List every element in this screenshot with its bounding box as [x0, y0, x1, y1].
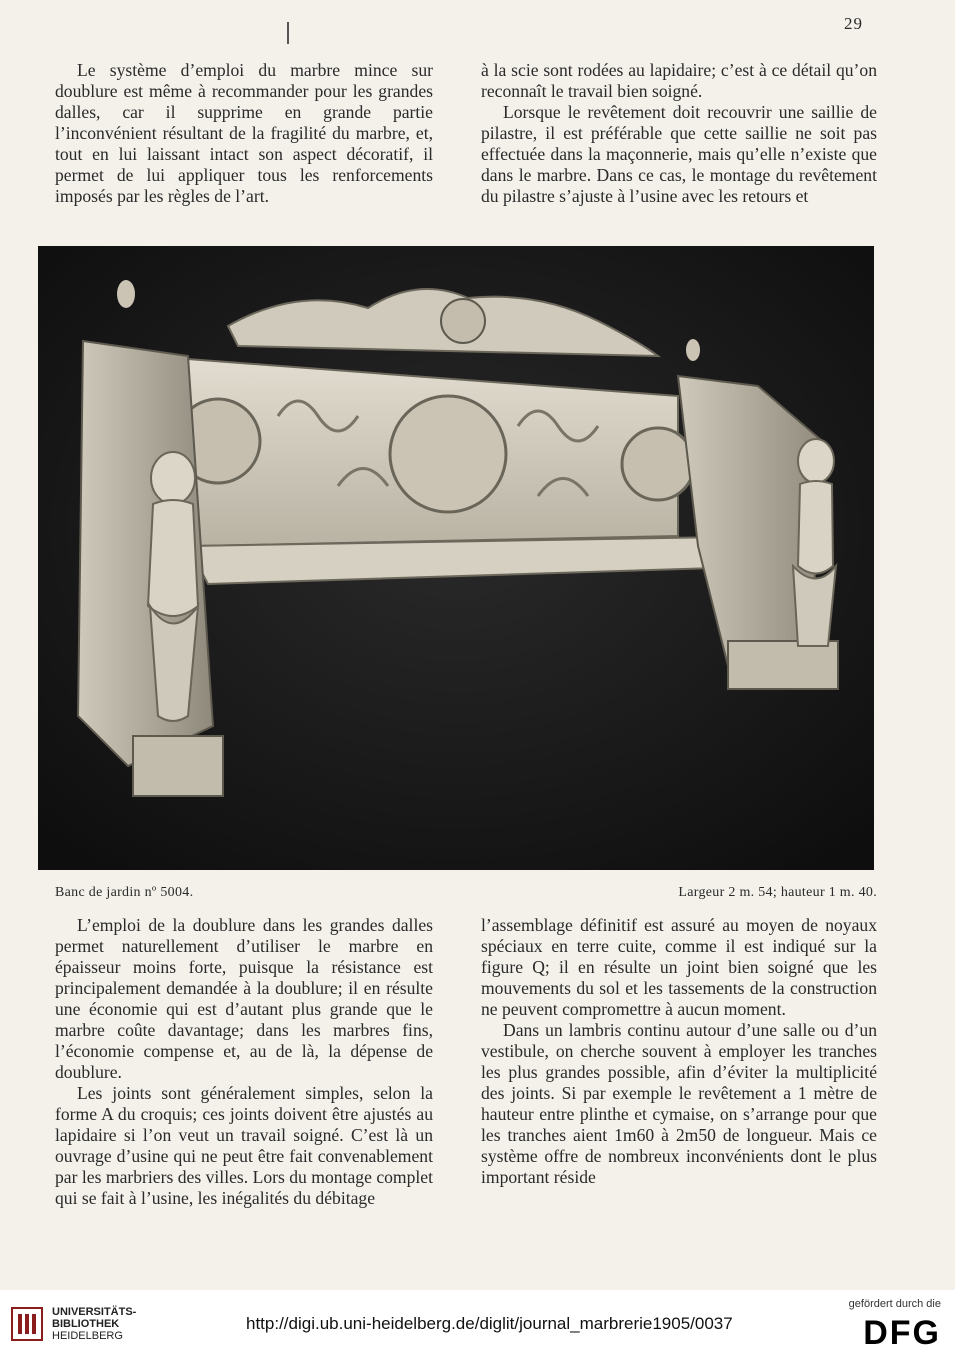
paragraph: Lorsque le revêtement doit recouvrir une saillie de pilastre, il est préférable que cette saillie ne soit pas effectuée dans la maçonnerie, mais qu’elle n’existe que dans le marbre. Dans ce cas, le montage du revêtement du pilastre s’ajuste à l’usine avec les retours et — [481, 102, 877, 206]
bottom-right-column — [481, 915, 877, 1188]
top-right-column — [481, 60, 877, 207]
library-line: BIBLIOTHEK — [52, 1318, 120, 1330]
paragraph: l’assemblage définitif est assuré au moyen de noyaux spéciaux en terre cuite, comme il est indiqué sur la figure Q; il en résulte un joint bien soigné que les mouvements du sol et les tassements de la construction ne peuvent compromettre à aucun moment. — [481, 915, 877, 1019]
figure-dimensions: Largeur 2 m. 54; hauteur 1 m. 40. — [678, 885, 877, 900]
bottom-left-column — [55, 915, 433, 1209]
paragraph: Le système d’emploi du marbre mince sur doublure est même à recommander pour les grandes dalles, car il supprime en grande partie l’inconvénient résultant de la fragilité du marbre, et, tout en lui laissant intact son aspect décoratif, il permet de lui appliquer tous les renforcements imposés par les règles de l’art. — [55, 60, 433, 206]
paragraph: Les joints sont généralement simples, selon la forme A du croquis; ces joints doivent être ajustés au lapidaire si l’on veut un travail soigné. C’est là un ouvrage d’usine qui ne peut être fait convenablement par les marbriers des villes. Lors du montage complet qui se fait à l’usine, les inégalités du débitage — [55, 1083, 433, 1208]
library-name — [52, 1306, 136, 1342]
top-left-column — [55, 60, 433, 207]
funded-by-text: gefördert durch die — [848, 1298, 941, 1310]
margin-mark — [287, 22, 289, 44]
figure-caption: Banc de jardin nº 5004. — [55, 885, 194, 900]
garden-bench-photo — [38, 246, 874, 870]
dfg-logo: DFG — [863, 1314, 941, 1352]
paragraph: à la scie sont rodées au lapidaire; c’est à ce détail qu’on reconnaît le travail bien soigné. — [481, 60, 877, 101]
library-logo-icon — [10, 1304, 44, 1344]
digitization-footer — [0, 1290, 955, 1362]
library-line: UNIVERSITÄTS- — [52, 1306, 137, 1318]
page-number: 29 — [844, 14, 863, 33]
paragraph: L’emploi de la doublure dans les grandes dalles permet naturellement d’utiliser le marbre en épaisseur moins forte, puisque la résistance est principalement demandée à la doublure; il en résulte une économie qui est d’autant plus grande que le marbre coûte davantage; dans les marbres fins, l’économie compense et, au de là, la dépense de doublure. — [55, 915, 433, 1082]
source-url-link[interactable]: http://digi.ub.uni-heidelberg.de/diglit/journal_marbrerie1905/0037 — [246, 1314, 733, 1333]
paragraph: Dans un lambris continu autour d’une salle ou d’un vestibule, on cherche souvent à employer les tranches les plus grandes possible, afin d’éviter la multiplicité des joints. Si par exemple le revêtement a 1 mètre de hauteur entre plinthe et cymaise, on s’arrange pour que les tranches aient 1m60 à 2m50 de longueur. Mais ce système offre de nombreux inconvénients dont le plus important réside — [481, 1020, 877, 1187]
library-line: HEIDELBERG — [52, 1330, 123, 1342]
